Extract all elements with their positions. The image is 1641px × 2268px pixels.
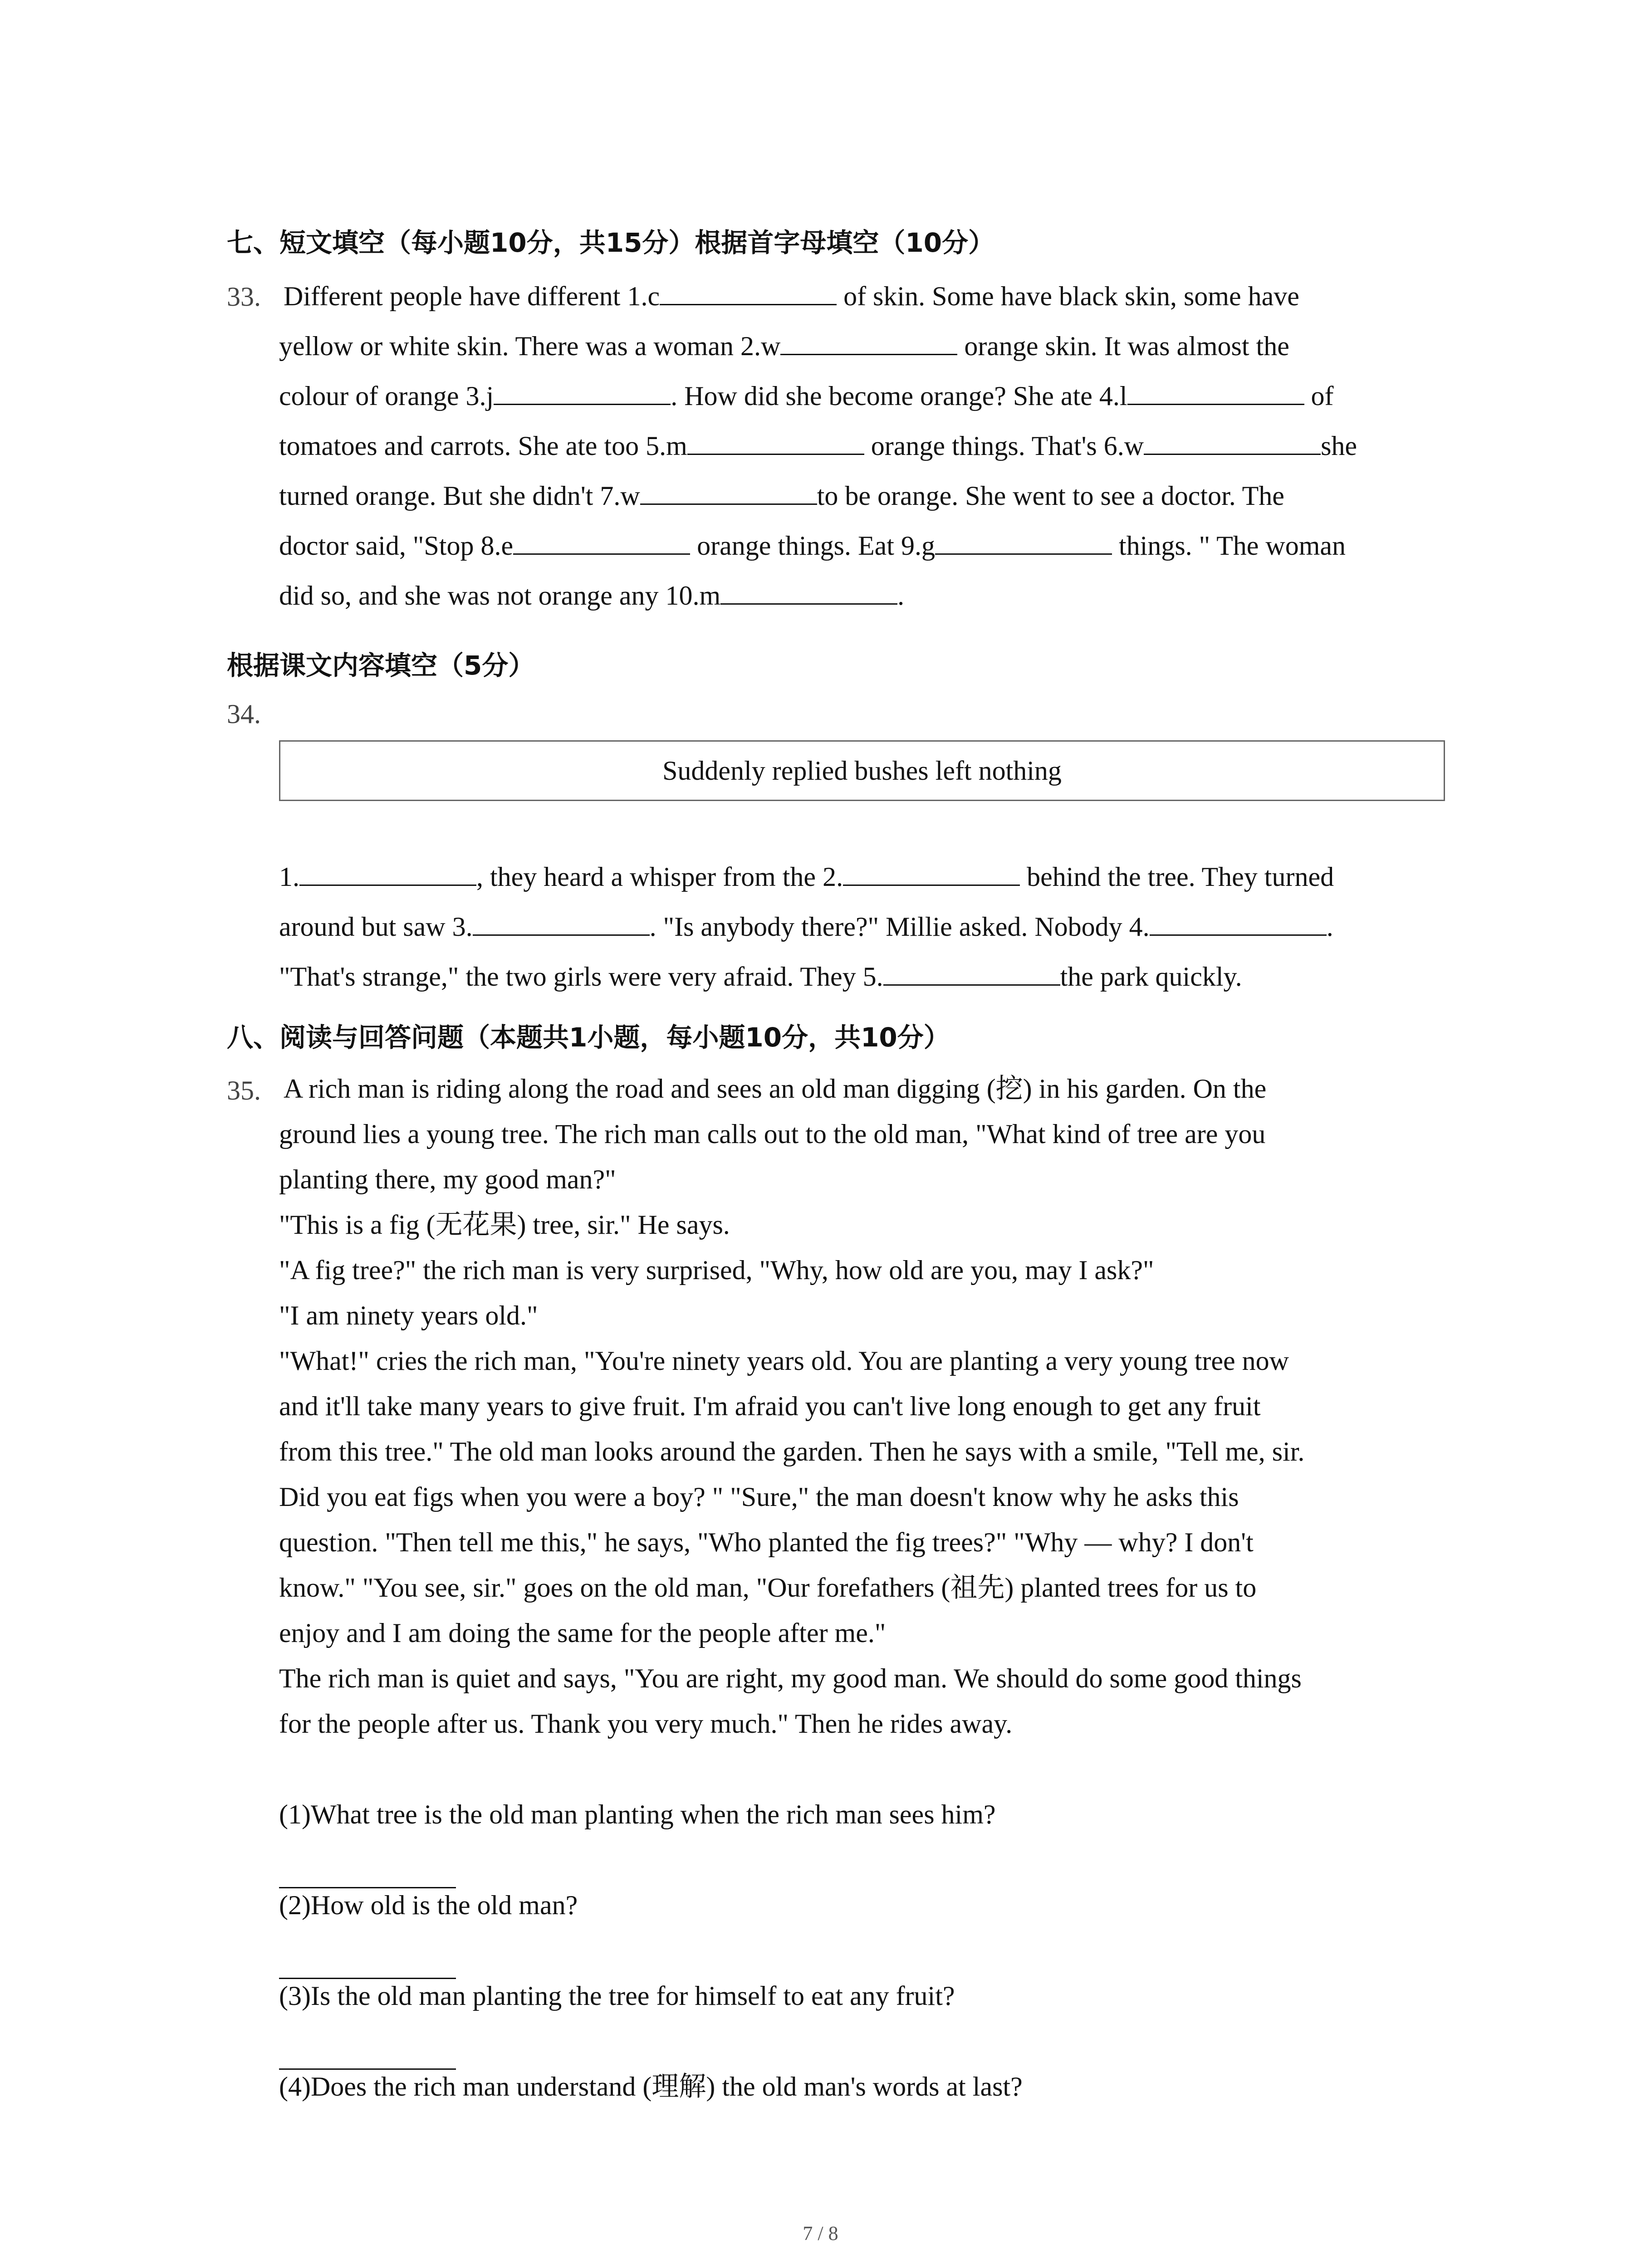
passage-line: question. "Then tell me this," he says, "Who planted the fig trees?" "Why — why? I don't	[279, 1527, 1254, 1557]
page-number: 7 / 8	[803, 2222, 838, 2244]
passage-line: doctor said, "Stop 8.e orange things. Eat 9.g things. " The woman	[279, 531, 1346, 561]
blank-1[interactable]	[660, 281, 837, 305]
answer-line-3[interactable]	[279, 2068, 456, 2070]
passage-line: know." "You see, sir." goes on the old man, "Our forefathers (祖先) planted trees for us to	[279, 1573, 1257, 1603]
blank-34-2[interactable]	[843, 862, 1020, 886]
passage-line: colour of orange 3.j . How did she become orange? She ate 4.l of	[279, 381, 1334, 411]
passage-line: around but saw 3. . "Is anybody there?" Millie asked. Nobody 4. .	[279, 912, 1333, 942]
passage-line: Did you eat figs when you were a boy? " "Sure," the man doesn't know why he asks this	[279, 1482, 1239, 1512]
sub-question-2: (2)How old is the old man?	[279, 1890, 578, 1920]
word-bank-box	[279, 740, 1445, 801]
question-35-number: 35.	[227, 1075, 261, 1105]
passage-line: did so, and she was not orange any 10.m .	[279, 581, 905, 611]
blank-3[interactable]	[494, 381, 671, 405]
blank-34-1[interactable]	[299, 862, 476, 886]
section-7-heading: 七、短文填空（每小题10分，共15分）根据首字母填空（10分）	[227, 227, 995, 258]
blank-6[interactable]	[1144, 431, 1321, 455]
passage-line: ground lies a young tree. The rich man calls out to the old man, "What kind of tree are you	[279, 1119, 1266, 1149]
passage-line: 1. , they heard a whisper from the 2. behind the tree. They turned	[279, 862, 1334, 892]
section-8-heading: 八、阅读与回答问题（本题共1小题，每小题10分，共10分）	[227, 1022, 950, 1053]
answer-line-1[interactable]	[279, 1887, 456, 1888]
passage-line: from this tree." The old man looks around the garden. Then he says with a smile, "Tell me, sir.	[279, 1437, 1305, 1466]
question-33-number: 33.	[227, 282, 261, 312]
blank-34-5[interactable]	[883, 962, 1060, 986]
passage-line: planting there, my good man?"	[279, 1164, 616, 1194]
passage-line: The rich man is quiet and says, "You are right, my good man. We should do some good things	[279, 1663, 1302, 1693]
passage-line: Different people have different 1.c of skin. Some have black skin, some have	[284, 281, 1299, 311]
passage-line: turned orange. But she didn't 7.w to be orange. She went to see a doctor. The	[279, 481, 1284, 511]
blank-8[interactable]	[513, 531, 690, 555]
passage-line: A rich man is riding along the road and sees an old man digging (挖) in his garden. On the	[284, 1074, 1267, 1104]
word-bank: Suddenly replied bushes left nothing	[662, 755, 1062, 786]
blank-4[interactable]	[1127, 381, 1304, 405]
passage-line: "I am ninety years old."	[279, 1300, 538, 1330]
blank-34-3[interactable]	[473, 912, 650, 936]
sub-question-3: (3)Is the old man planting the tree for himself to eat any fruit?	[279, 1981, 955, 2011]
sub-question-1: (1)What tree is the old man planting when the rich man sees him?	[279, 1799, 996, 1829]
passage-line: "This is a fig (无花果) tree, sir." He says.	[279, 1210, 730, 1240]
blank-5[interactable]	[687, 431, 864, 455]
section-7-subheading: 根据课文内容填空（5分）	[227, 650, 535, 681]
passage-line: "What!" cries the rich man, "You're ninety years old. You are planting a very young tree now	[279, 1346, 1289, 1376]
blank-7[interactable]	[640, 481, 817, 505]
blank-10[interactable]	[720, 581, 897, 605]
question-34-number: 34.	[227, 699, 261, 729]
sub-question-4: (4)Does the rich man understand (理解) the old man's words at last?	[279, 2072, 1023, 2102]
blank-9[interactable]	[935, 531, 1112, 555]
passage-line: "That's strange," the two girls were very afraid. They 5. the park quickly.	[279, 962, 1242, 992]
passage-line: enjoy and I am doing the same for the people after me."	[279, 1618, 886, 1648]
passage-line: "A fig tree?" the rich man is very surprised, "Why, how old are you, may I ask?"	[279, 1255, 1154, 1285]
passage-line: and it'll take many years to give fruit. I'm afraid you can't live long enough to get any fruit	[279, 1391, 1261, 1421]
blank-34-4[interactable]	[1150, 912, 1327, 936]
passage-line: yellow or white skin. There was a woman 2.w orange skin. It was almost the	[279, 331, 1289, 361]
passage-line: for the people after us. Thank you very much." Then he rides away.	[279, 1709, 1013, 1739]
passage-line: tomatoes and carrots. She ate too 5.m orange things. That's 6.w she	[279, 431, 1357, 461]
answer-line-2[interactable]	[279, 1978, 456, 1979]
blank-2[interactable]	[780, 331, 957, 355]
